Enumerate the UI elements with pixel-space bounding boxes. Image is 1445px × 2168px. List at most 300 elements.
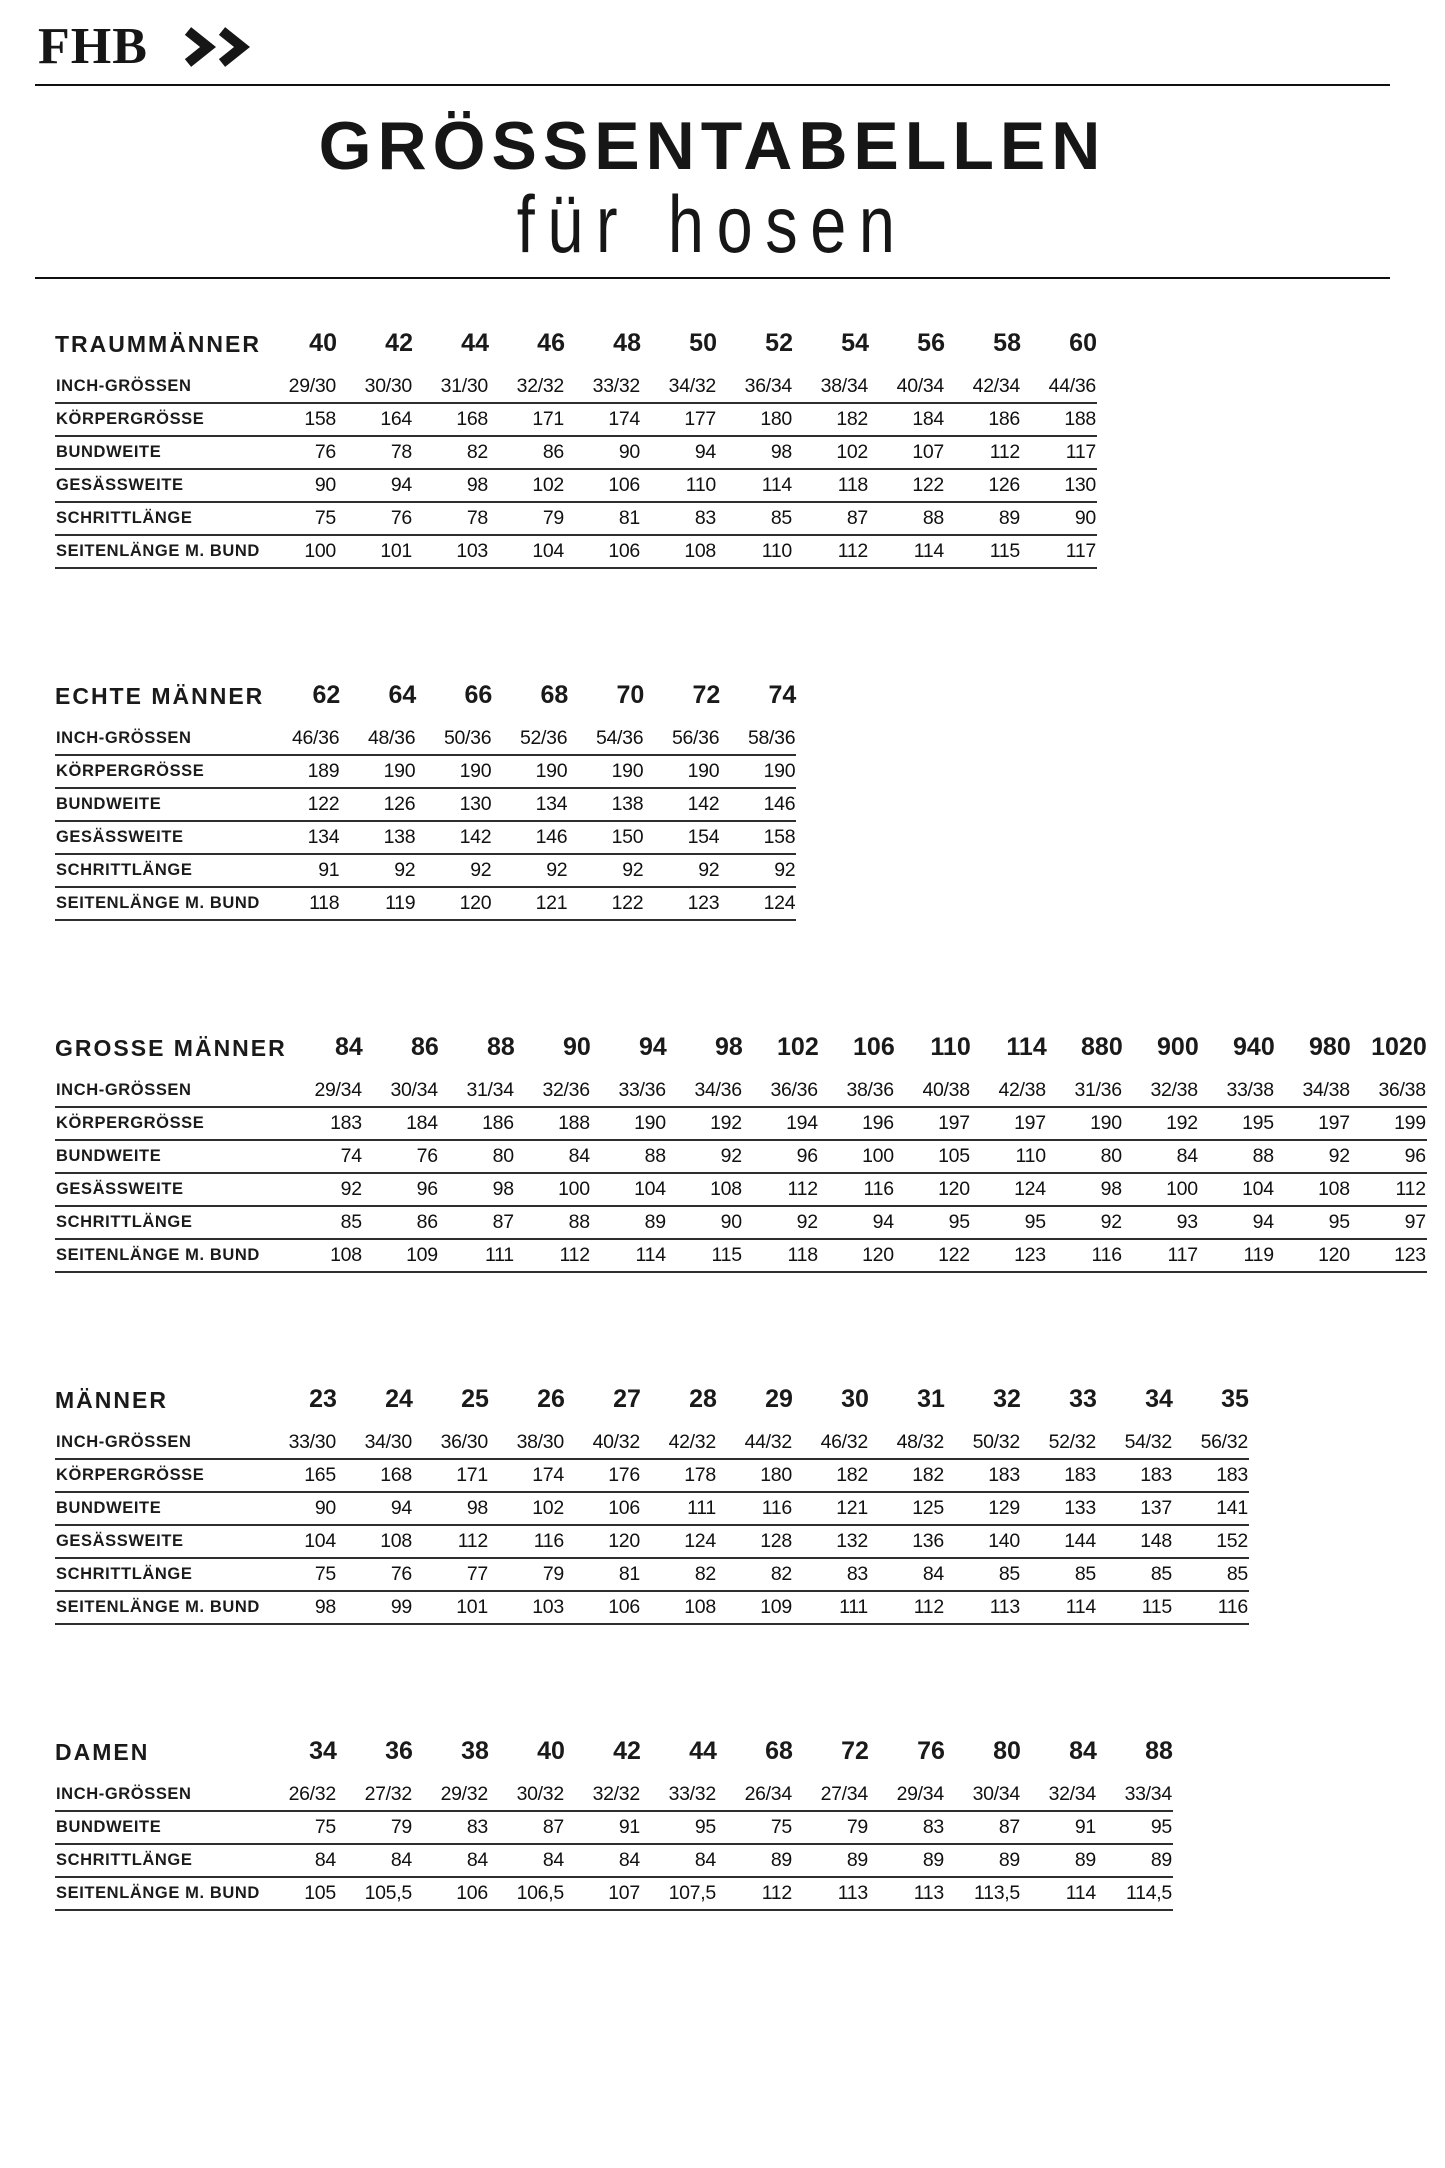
value-cell: 150 — [568, 821, 644, 854]
value-cell: 112 — [869, 1591, 945, 1624]
value-cell: 111 — [439, 1239, 515, 1272]
size-header: 84 — [1069, 1736, 1097, 1765]
size-header: 25 — [461, 1384, 489, 1413]
value-cell: 122 — [568, 887, 644, 920]
size-header: 29 — [765, 1384, 793, 1413]
value-cell: 104 — [591, 1173, 667, 1206]
value-cell: 110 — [641, 469, 717, 502]
value-cell: 84 — [337, 1844, 413, 1877]
value-cell: 33/36 — [591, 1075, 667, 1107]
value-cell: 115 — [945, 535, 1021, 568]
value-cell: 56/32 — [1173, 1427, 1249, 1459]
brand-logo — [0, 0, 1445, 84]
value-cell: 101 — [337, 535, 413, 568]
size-header: 52 — [765, 328, 793, 357]
value-cell: 30/32 — [489, 1779, 565, 1811]
value-cell: 197 — [971, 1107, 1047, 1140]
value-cell: 76 — [337, 1558, 413, 1591]
value-cell: 146 — [720, 788, 796, 821]
table-row — [55, 1844, 1173, 1877]
value-cell: 82 — [717, 1558, 793, 1591]
value-cell: 115 — [1097, 1591, 1173, 1624]
value-cell: 38/34 — [793, 371, 869, 403]
value-cell: 121 — [793, 1492, 869, 1525]
value-cell: 152 — [1173, 1525, 1249, 1558]
value-cell: 56/36 — [644, 723, 720, 755]
value-cell: 34/36 — [667, 1075, 743, 1107]
value-cell: 183 — [1097, 1459, 1173, 1492]
size-header: 34 — [1145, 1384, 1173, 1413]
value-cell: 120 — [565, 1525, 641, 1558]
value-cell: 92 — [1275, 1140, 1351, 1173]
value-cell: 113,5 — [945, 1877, 1021, 1910]
fhb-logo-text: FHB — [38, 18, 148, 75]
row-label: BUNDWEITE — [55, 1140, 287, 1173]
value-cell: 123 — [1351, 1239, 1427, 1272]
value-cell: 106 — [565, 1492, 641, 1525]
value-cell: 42/38 — [971, 1075, 1047, 1107]
value-cell: 180 — [717, 1459, 793, 1492]
value-cell: 122 — [264, 788, 340, 821]
value-cell: 104 — [261, 1525, 337, 1558]
value-cell: 119 — [1199, 1239, 1275, 1272]
row-label: KÖRPERGRÖSSE — [55, 755, 264, 788]
table-row — [55, 821, 796, 854]
size-header: 32 — [993, 1384, 1021, 1413]
value-cell: 100 — [819, 1140, 895, 1173]
value-cell: 98 — [439, 1173, 515, 1206]
value-cell: 90 — [261, 469, 337, 502]
row-label: INCH-GRÖSSEN — [55, 1779, 261, 1811]
value-cell: 117 — [1021, 535, 1097, 568]
value-cell: 195 — [1199, 1107, 1275, 1140]
size-header: 900 — [1157, 1032, 1199, 1061]
size-header: 68 — [765, 1736, 793, 1765]
value-cell: 85 — [1097, 1558, 1173, 1591]
size-header: 60 — [1069, 328, 1097, 357]
value-cell: 31/36 — [1047, 1075, 1123, 1107]
value-cell: 36/30 — [413, 1427, 489, 1459]
value-cell: 85 — [1021, 1558, 1097, 1591]
value-cell: 142 — [644, 788, 720, 821]
value-cell: 123 — [644, 887, 720, 920]
size-header: 40 — [537, 1736, 565, 1765]
size-header: 102 — [777, 1032, 819, 1061]
table-row — [55, 1877, 1173, 1910]
value-cell: 97 — [1351, 1206, 1427, 1239]
value-cell: 30/34 — [945, 1779, 1021, 1811]
value-cell: 188 — [515, 1107, 591, 1140]
value-cell: 103 — [413, 535, 489, 568]
value-cell: 168 — [337, 1459, 413, 1492]
value-cell: 114 — [1021, 1877, 1097, 1910]
value-cell: 95 — [971, 1206, 1047, 1239]
value-cell: 112 — [743, 1173, 819, 1206]
value-cell: 50/32 — [945, 1427, 1021, 1459]
size-header: 42 — [613, 1736, 641, 1765]
value-cell: 50/36 — [416, 723, 492, 755]
value-cell: 108 — [287, 1239, 363, 1272]
value-cell: 48/36 — [340, 723, 416, 755]
value-cell: 89 — [945, 1844, 1021, 1877]
value-cell: 171 — [489, 403, 565, 436]
size-header: 64 — [388, 680, 417, 709]
value-cell: 110 — [717, 535, 793, 568]
value-cell: 190 — [340, 755, 416, 788]
value-cell: 106 — [565, 1591, 641, 1624]
value-cell: 111 — [641, 1492, 717, 1525]
value-cell: 32/32 — [489, 371, 565, 403]
table-name: ECHTE MÄNNER — [55, 682, 265, 709]
value-cell: 91 — [1021, 1811, 1097, 1844]
size-header: 58 — [993, 328, 1021, 357]
value-cell: 180 — [717, 403, 793, 436]
value-cell: 171 — [413, 1459, 489, 1492]
value-cell: 117 — [1123, 1239, 1199, 1272]
value-cell: 116 — [819, 1173, 895, 1206]
table-row — [55, 469, 1097, 502]
value-cell: 103 — [489, 1591, 565, 1624]
table-header-row — [55, 329, 1097, 371]
value-cell: 124 — [641, 1525, 717, 1558]
value-cell: 48/32 — [869, 1427, 945, 1459]
size-table — [55, 329, 1097, 569]
value-cell: 36/36 — [743, 1075, 819, 1107]
row-label: INCH-GRÖSSEN — [55, 723, 264, 755]
row-label: SCHRITTLÄNGE — [55, 1844, 261, 1877]
value-cell: 92 — [416, 854, 492, 887]
table-name: MÄNNER — [55, 1386, 168, 1413]
table-row — [55, 436, 1097, 469]
page-title: GRÖSSENTABELLEN — [318, 108, 1107, 184]
table-row — [55, 854, 796, 887]
value-cell: 105 — [261, 1877, 337, 1910]
size-header: 110 — [930, 1032, 971, 1061]
value-cell: 96 — [363, 1173, 439, 1206]
value-cell: 85 — [1173, 1558, 1249, 1591]
value-cell: 94 — [337, 469, 413, 502]
value-cell: 107 — [869, 436, 945, 469]
value-cell: 120 — [416, 887, 492, 920]
size-header: 94 — [638, 1032, 667, 1061]
size-header: 48 — [613, 328, 641, 357]
value-cell: 142 — [416, 821, 492, 854]
value-cell: 186 — [945, 403, 1021, 436]
value-cell: 117 — [1021, 436, 1097, 469]
value-cell: 188 — [1021, 403, 1097, 436]
value-cell: 116 — [1047, 1239, 1123, 1272]
value-cell: 29/34 — [869, 1779, 945, 1811]
value-cell: 90 — [667, 1206, 743, 1239]
value-cell: 58/36 — [720, 723, 796, 755]
value-cell: 183 — [1021, 1459, 1097, 1492]
value-cell: 137 — [1097, 1492, 1173, 1525]
size-header: 44 — [461, 328, 489, 357]
value-cell: 158 — [720, 821, 796, 854]
value-cell: 116 — [1173, 1591, 1249, 1624]
row-label: INCH-GRÖSSEN — [55, 1427, 261, 1459]
value-cell: 84 — [515, 1140, 591, 1173]
value-cell: 190 — [568, 755, 644, 788]
value-cell: 32/38 — [1123, 1075, 1199, 1107]
row-label: SCHRITTLÄNGE — [55, 1206, 287, 1239]
value-cell: 92 — [720, 854, 796, 887]
value-cell: 29/30 — [261, 371, 337, 403]
size-header: 70 — [616, 680, 645, 709]
value-cell: 30/34 — [363, 1075, 439, 1107]
table-row — [55, 371, 1097, 403]
value-cell: 89 — [717, 1844, 793, 1877]
value-cell: 126 — [340, 788, 416, 821]
value-cell: 102 — [793, 436, 869, 469]
table-row — [55, 1075, 1427, 1107]
table-row — [55, 1525, 1249, 1558]
value-cell: 116 — [717, 1492, 793, 1525]
value-cell: 129 — [945, 1492, 1021, 1525]
table-row — [55, 1811, 1173, 1844]
value-cell: 138 — [568, 788, 644, 821]
row-label: SEITENLÄNGE M. BUND — [55, 1239, 287, 1272]
value-cell: 46/32 — [793, 1427, 869, 1459]
value-cell: 194 — [743, 1107, 819, 1140]
value-cell: 138 — [340, 821, 416, 854]
value-cell: 85 — [945, 1558, 1021, 1591]
row-label: KÖRPERGRÖSSE — [55, 403, 261, 436]
row-label: SCHRITTLÄNGE — [55, 854, 264, 887]
value-cell: 183 — [945, 1459, 1021, 1492]
value-cell: 141 — [1173, 1492, 1249, 1525]
value-cell: 121 — [492, 887, 568, 920]
table-header-row — [55, 681, 796, 723]
value-cell: 182 — [793, 403, 869, 436]
value-cell: 79 — [489, 1558, 565, 1591]
value-cell: 111 — [793, 1591, 869, 1624]
value-cell: 122 — [895, 1239, 971, 1272]
row-label: INCH-GRÖSSEN — [55, 371, 261, 403]
value-cell: 114 — [717, 469, 793, 502]
size-header: 72 — [692, 680, 721, 709]
table-row — [55, 755, 796, 788]
value-cell: 177 — [641, 403, 717, 436]
value-cell: 81 — [565, 502, 641, 535]
value-cell: 120 — [819, 1239, 895, 1272]
value-cell: 33/30 — [261, 1427, 337, 1459]
value-cell: 102 — [489, 469, 565, 502]
size-table — [55, 1385, 1249, 1625]
value-cell: 92 — [287, 1173, 363, 1206]
value-cell: 85 — [287, 1206, 363, 1239]
value-cell: 100 — [1123, 1173, 1199, 1206]
value-cell: 44/36 — [1021, 371, 1097, 403]
value-cell: 92 — [743, 1206, 819, 1239]
value-cell: 94 — [819, 1206, 895, 1239]
row-label: KÖRPERGRÖSSE — [55, 1107, 287, 1140]
value-cell: 84 — [565, 1844, 641, 1877]
value-cell: 89 — [591, 1206, 667, 1239]
value-cell: 44/32 — [717, 1427, 793, 1459]
table-header-row — [55, 1737, 1173, 1779]
value-cell: 42/32 — [641, 1427, 717, 1459]
size-header: 54 — [841, 328, 869, 357]
value-cell: 105 — [895, 1140, 971, 1173]
value-cell: 105,5 — [337, 1877, 413, 1910]
value-cell: 36/34 — [717, 371, 793, 403]
value-cell: 184 — [363, 1107, 439, 1140]
value-cell: 84 — [489, 1844, 565, 1877]
size-header: 88 — [486, 1032, 515, 1061]
value-cell: 38/36 — [819, 1075, 895, 1107]
value-cell: 114 — [1021, 1591, 1097, 1624]
value-cell: 79 — [793, 1811, 869, 1844]
value-cell: 101 — [413, 1591, 489, 1624]
value-cell: 78 — [413, 502, 489, 535]
value-cell: 76 — [337, 502, 413, 535]
row-label: BUNDWEITE — [55, 788, 264, 821]
value-cell: 122 — [869, 469, 945, 502]
value-cell: 76 — [363, 1140, 439, 1173]
value-cell: 118 — [743, 1239, 819, 1272]
table-row — [55, 403, 1097, 436]
value-cell: 182 — [869, 1459, 945, 1492]
value-cell: 119 — [340, 887, 416, 920]
value-cell: 86 — [363, 1206, 439, 1239]
row-label: SEITENLÄNGE M. BUND — [55, 1591, 261, 1624]
size-header: 44 — [689, 1736, 717, 1765]
table-name: TRAUMMÄNNER — [55, 330, 261, 357]
table-header-row — [55, 1033, 1427, 1075]
value-cell: 54/32 — [1097, 1427, 1173, 1459]
value-cell: 190 — [591, 1107, 667, 1140]
size-header: 980 — [1309, 1032, 1351, 1061]
size-header: 98 — [714, 1032, 743, 1061]
value-cell: 75 — [261, 1811, 337, 1844]
table-row — [55, 723, 796, 755]
table-row — [55, 1591, 1249, 1624]
value-cell: 75 — [261, 502, 337, 535]
value-cell: 75 — [261, 1558, 337, 1591]
value-cell: 165 — [261, 1459, 337, 1492]
value-cell: 106 — [413, 1877, 489, 1910]
size-header: 114 — [1006, 1032, 1047, 1061]
size-header: 30 — [841, 1384, 869, 1413]
value-cell: 83 — [869, 1811, 945, 1844]
value-cell: 128 — [717, 1525, 793, 1558]
value-cell: 91 — [264, 854, 340, 887]
value-cell: 178 — [641, 1459, 717, 1492]
value-cell: 176 — [565, 1459, 641, 1492]
size-header: 72 — [841, 1736, 869, 1765]
row-label: GESÄSSWEITE — [55, 469, 261, 502]
table-row — [55, 1107, 1427, 1140]
value-cell: 89 — [793, 1844, 869, 1877]
size-header: 38 — [461, 1736, 489, 1765]
table-name: DAMEN — [55, 1738, 150, 1765]
value-cell: 108 — [1275, 1173, 1351, 1206]
value-cell: 33/32 — [641, 1779, 717, 1811]
table-row — [55, 535, 1097, 568]
table-row — [55, 1239, 1427, 1272]
size-header: 62 — [312, 680, 341, 709]
value-cell: 98 — [261, 1591, 337, 1624]
size-header: 56 — [917, 328, 945, 357]
header-rule-bottom — [35, 277, 1390, 279]
value-cell: 33/34 — [1097, 1779, 1173, 1811]
value-cell: 27/34 — [793, 1779, 869, 1811]
value-cell: 34/30 — [337, 1427, 413, 1459]
value-cell: 144 — [1021, 1525, 1097, 1558]
value-cell: 199 — [1351, 1107, 1427, 1140]
value-cell: 92 — [340, 854, 416, 887]
value-cell: 54/36 — [568, 723, 644, 755]
value-cell: 31/30 — [413, 371, 489, 403]
value-cell: 87 — [439, 1206, 515, 1239]
size-header: 84 — [334, 1032, 363, 1061]
value-cell: 90 — [1021, 502, 1097, 535]
value-cell: 31/34 — [439, 1075, 515, 1107]
value-cell: 146 — [492, 821, 568, 854]
value-cell: 52/32 — [1021, 1427, 1097, 1459]
value-cell: 96 — [1351, 1140, 1427, 1173]
value-cell: 89 — [869, 1844, 945, 1877]
size-header: 106 — [853, 1032, 895, 1061]
value-cell: 30/30 — [337, 371, 413, 403]
value-cell: 90 — [565, 436, 641, 469]
value-cell: 81 — [565, 1558, 641, 1591]
value-cell: 125 — [869, 1492, 945, 1525]
size-header: 33 — [1069, 1384, 1097, 1413]
value-cell: 183 — [1173, 1459, 1249, 1492]
value-cell: 130 — [1021, 469, 1097, 502]
value-cell: 88 — [591, 1140, 667, 1173]
value-cell: 92 — [568, 854, 644, 887]
value-cell: 46/36 — [264, 723, 340, 755]
value-cell: 168 — [413, 403, 489, 436]
tables — [55, 329, 1445, 1911]
value-cell: 29/32 — [413, 1779, 489, 1811]
table-row — [55, 1140, 1427, 1173]
value-cell: 192 — [667, 1107, 743, 1140]
value-cell: 92 — [492, 854, 568, 887]
value-cell: 83 — [641, 502, 717, 535]
value-cell: 174 — [565, 403, 641, 436]
value-cell: 98 — [413, 1492, 489, 1525]
value-cell: 197 — [1275, 1107, 1351, 1140]
value-cell: 164 — [337, 403, 413, 436]
value-cell: 79 — [489, 502, 565, 535]
value-cell: 98 — [413, 469, 489, 502]
value-cell: 40/38 — [895, 1075, 971, 1107]
value-cell: 114 — [591, 1239, 667, 1272]
value-cell: 140 — [945, 1525, 1021, 1558]
row-label: SCHRITTLÄNGE — [55, 1558, 261, 1591]
value-cell: 124 — [971, 1173, 1047, 1206]
row-label: BUNDWEITE — [55, 1492, 261, 1525]
value-cell: 134 — [492, 788, 568, 821]
value-cell: 42/34 — [945, 371, 1021, 403]
value-cell: 94 — [641, 436, 717, 469]
table-row — [55, 1173, 1427, 1206]
value-cell: 88 — [1199, 1140, 1275, 1173]
value-cell: 87 — [793, 502, 869, 535]
value-cell: 107,5 — [641, 1877, 717, 1910]
value-cell: 40/32 — [565, 1427, 641, 1459]
value-cell: 95 — [1097, 1811, 1173, 1844]
table-row — [55, 1492, 1249, 1525]
value-cell: 89 — [945, 502, 1021, 535]
table-header-row — [55, 1385, 1249, 1427]
size-header: 76 — [917, 1736, 945, 1765]
value-cell: 89 — [1021, 1844, 1097, 1877]
